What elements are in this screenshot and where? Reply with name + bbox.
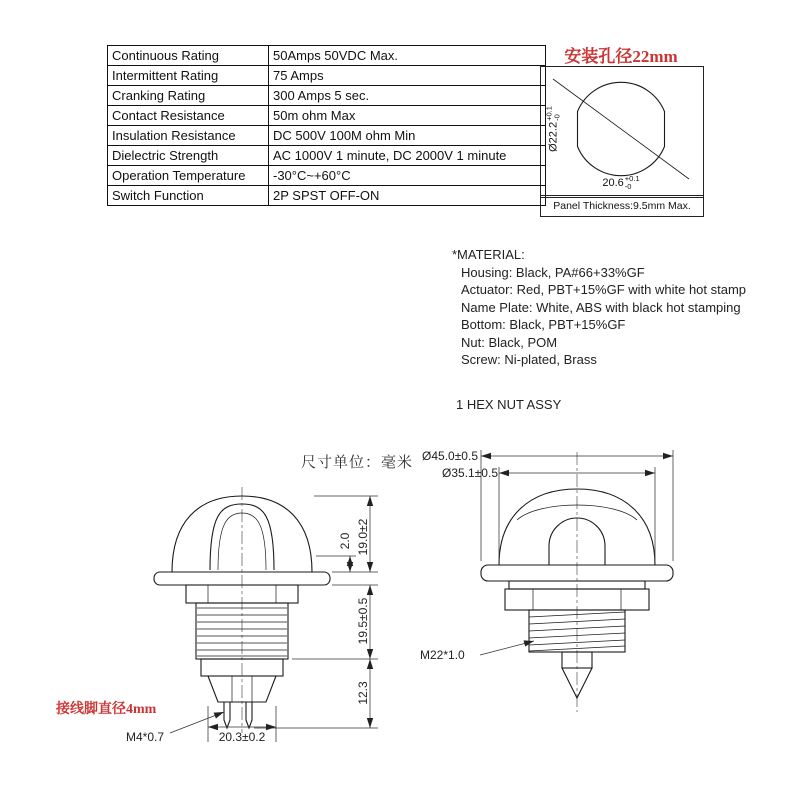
hex-nut-note: 1 HEX NUT ASSY (456, 397, 562, 412)
table-row (108, 66, 546, 86)
spec-label: Operation Temperature (108, 166, 269, 186)
right-dimension-lines (480, 450, 673, 655)
spec-label: Insulation Resistance (108, 126, 269, 146)
material-line: Housing: Black, PA#66+33%GF (461, 264, 645, 280)
mounting-hole-diagram (540, 66, 704, 198)
hole-width-tolerance: +0.1 -0 (624, 174, 640, 191)
spec-value: AC 1000V 1 minute, DC 2000V 1 minute (269, 146, 546, 166)
spec-value: 300 Amps 5 sec. (269, 86, 546, 106)
material-line: Actuator: Red, PBT+15%GF with white hot stamp (461, 282, 747, 297)
spec-label: Dielectric Strength (108, 146, 269, 166)
table-row (108, 146, 546, 166)
dim-gap: 2.0 (338, 532, 352, 550)
hole-width-dimension (602, 175, 639, 190)
spec-value: 50Amps 50VDC Max. (269, 46, 546, 66)
spec-value: 50m ohm Max (269, 106, 546, 126)
spec-value: 2P SPST OFF-ON (269, 186, 546, 206)
material-line: Nut: Black, POM (461, 334, 558, 350)
spec-label: Switch Function (108, 186, 269, 206)
unit-note: 尺寸单位：毫米 (301, 454, 414, 471)
hole-width-value: 20.6 (602, 176, 624, 189)
table-row (108, 126, 546, 146)
dim-base-width: 20.3±0.2 (218, 730, 266, 744)
material-line: Bottom: Black, PBT+15%GF (461, 317, 626, 332)
spec-value: 75 Amps (269, 66, 546, 86)
spec-label: Cranking Rating (108, 86, 269, 106)
panel-thickness-note: Panel Thickness:9.5mm Max. (540, 195, 704, 217)
table-row (108, 46, 546, 66)
dim-pin-length: 12.3 (356, 681, 370, 705)
right-switch-drawing (481, 452, 673, 712)
spec-table (107, 45, 546, 206)
spec-label: Contact Resistance (108, 106, 269, 126)
material-heading: *MATERIAL: (452, 247, 525, 262)
dim-screw-thread: M4*0.7 (126, 730, 165, 744)
hole-diameter-value: Ø22.2 (547, 121, 559, 152)
spec-label: Continuous Rating (108, 46, 269, 66)
table-row (108, 106, 546, 126)
dim-thread-length: 19.5±0.5 (356, 597, 370, 645)
hole-diameter-dimension (546, 106, 561, 152)
left-switch-drawing (154, 487, 330, 733)
spec-label: Intermittent Rating (108, 66, 269, 86)
mounting-hole-title: 安装孔径22mm (564, 47, 678, 66)
table-row (108, 86, 546, 106)
dim-thread-spec: M22*1.0 (420, 648, 465, 662)
dim-knob-diameter: Ø35.1±0.5 (442, 466, 498, 480)
spec-value: -30°C~+60°C (269, 166, 546, 186)
table-row (108, 186, 546, 206)
dim-knob-height: 19.0±2 (356, 518, 370, 556)
table-row (108, 166, 546, 186)
material-section (452, 246, 746, 369)
dim-flange-diameter: Ø45.0±0.5 (422, 449, 478, 463)
spec-value: DC 500V 100M ohm Min (269, 126, 546, 146)
pin-diameter-note: 接线脚直径4mm (56, 702, 157, 717)
material-line: Name Plate: White, ABS with black hot stamping (461, 299, 741, 315)
hole-diameter-tolerance: +0.1 -0 (544, 106, 561, 121)
material-line: Screw: Ni-plated, Brass (461, 352, 597, 367)
